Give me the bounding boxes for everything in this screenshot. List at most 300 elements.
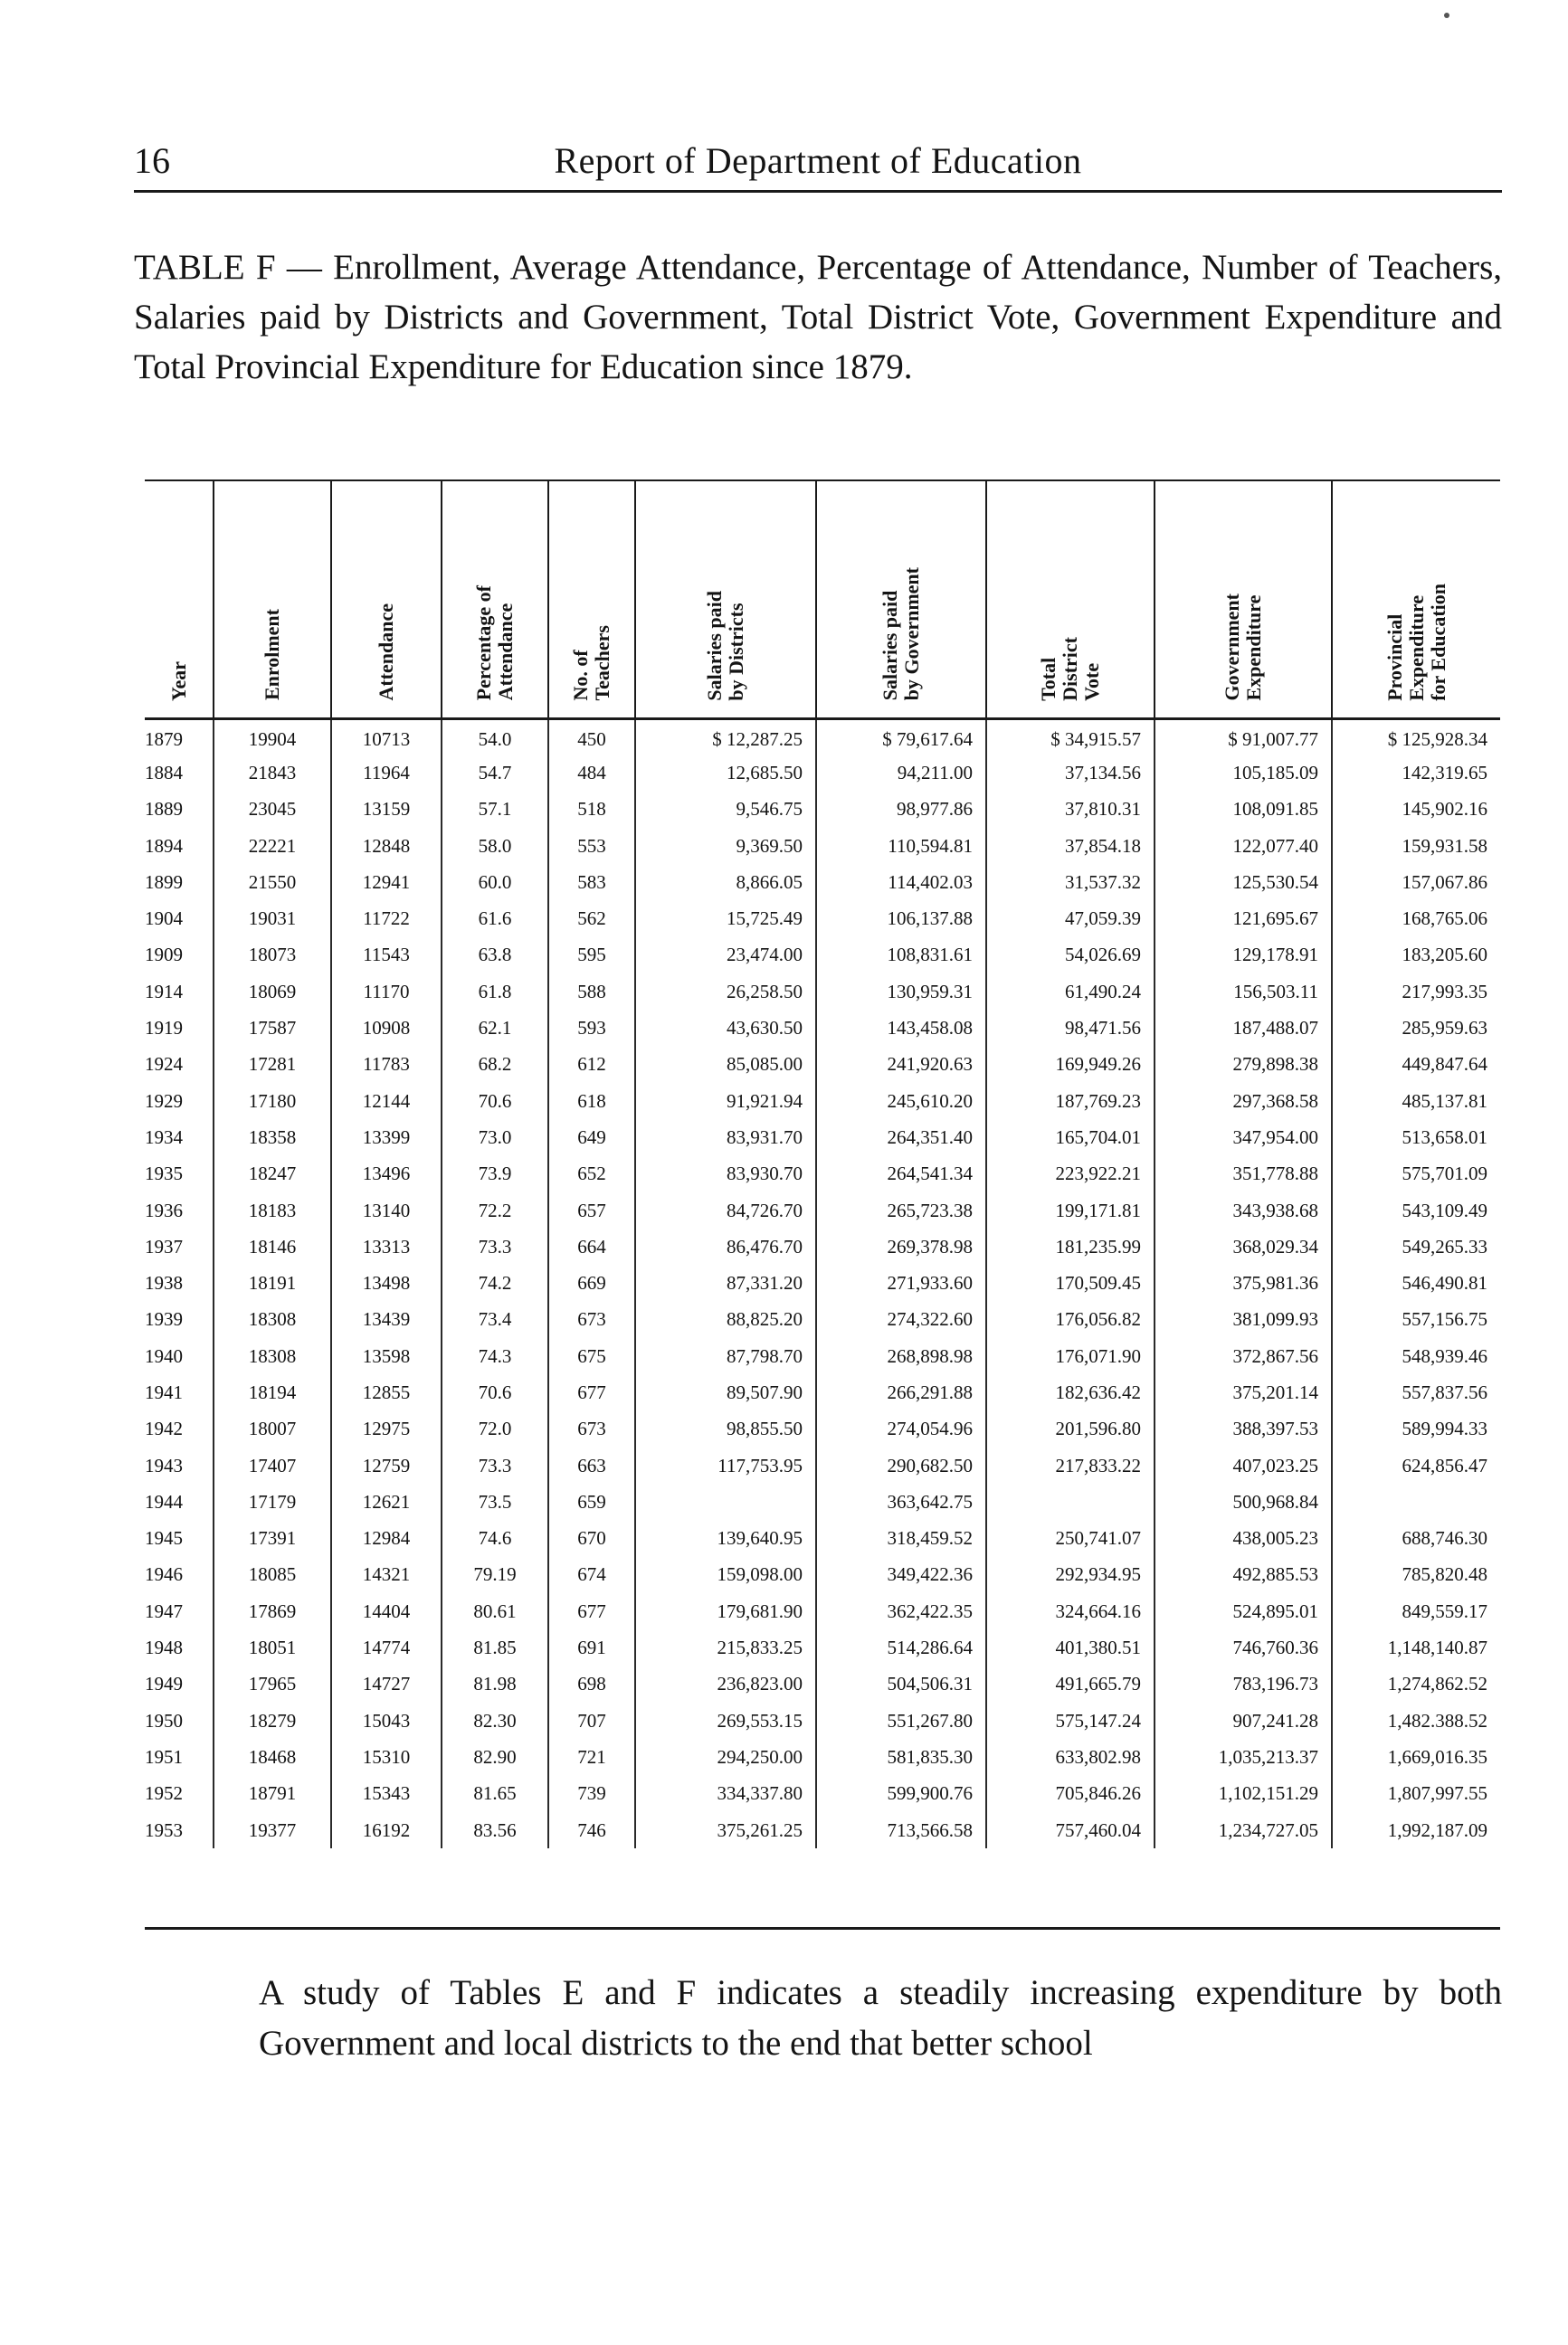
header-row: [145, 480, 1500, 718]
table-cell: 82.90: [442, 1739, 548, 1775]
table-cell: 1,482.388.52: [1332, 1703, 1500, 1739]
table-cell: 54,026.69: [986, 937, 1155, 973]
table-cell: $ 12,287.25: [635, 718, 816, 755]
table-cell: 18069: [214, 973, 331, 1010]
table-cell: 187,488.07: [1155, 1010, 1332, 1046]
year-cell: 1949: [145, 1673, 183, 1695]
table-cell: 285,959.63: [1332, 1010, 1500, 1046]
table-cell: 589,994.33: [1332, 1411, 1500, 1448]
column-header-label: Percentage of Attendance: [472, 585, 517, 701]
table-cell: 705,846.26: [986, 1776, 1155, 1812]
table-cell: 19377: [214, 1812, 331, 1848]
year-cell: 1936: [145, 1199, 183, 1221]
column-header: [548, 480, 635, 718]
table-cell: 269,553.15: [635, 1703, 816, 1739]
table-cell: 363,642.75: [816, 1484, 986, 1520]
table-cell: 18051: [214, 1629, 331, 1666]
table-cell: 757,460.04: [986, 1812, 1155, 1848]
table-cell: 664: [548, 1229, 635, 1265]
year-cell: 1940: [145, 1344, 183, 1367]
table-cell: 707: [548, 1703, 635, 1739]
column-header: [816, 480, 986, 718]
table-cell: 12984: [331, 1521, 442, 1557]
table-cell: 159,931.58: [1332, 828, 1500, 864]
table-cell: 294,250.00: [635, 1739, 816, 1775]
table-cell: 297,368.58: [1155, 1083, 1332, 1119]
table-cell: 18194: [214, 1374, 331, 1410]
table-cell: 663: [548, 1448, 635, 1484]
table-cell: 484: [548, 755, 635, 791]
table-cell: 349,422.36: [816, 1557, 986, 1593]
table-cell: 86,476.70: [635, 1229, 816, 1265]
table-cell: 649: [548, 1119, 635, 1155]
table-cell: 72.2: [442, 1192, 548, 1229]
table-cell: 169,949.26: [986, 1047, 1155, 1083]
table-cell: 81.85: [442, 1629, 548, 1666]
table-cell: 82.30: [442, 1703, 548, 1739]
table-cell: 18183: [214, 1192, 331, 1229]
year-cell: 1914: [145, 980, 183, 1002]
table-cell: 17180: [214, 1083, 331, 1119]
column-header-wrap: [636, 493, 815, 701]
table-cell: 18358: [214, 1119, 331, 1155]
table-cell: 83,931.70: [635, 1119, 816, 1155]
table-cell: 217,993.35: [1332, 973, 1500, 1010]
table-cell: 17965: [214, 1666, 331, 1703]
table-cell: 500,968.84: [1155, 1484, 1332, 1520]
table-cell: 334,337.80: [635, 1776, 816, 1812]
table-cell: 117,753.95: [635, 1448, 816, 1484]
table-cell: 170,509.45: [986, 1265, 1155, 1301]
table-cell: 87,798.70: [635, 1338, 816, 1374]
column-header-wrap: [1155, 493, 1331, 701]
table-cell: 83,930.70: [635, 1156, 816, 1192]
table-cell: 553: [548, 828, 635, 864]
year-cell: 1952: [145, 1782, 183, 1805]
table-cell: 18191: [214, 1265, 331, 1301]
column-header-wrap: [145, 493, 213, 701]
table-cell: 18073: [214, 937, 331, 973]
table-cell: 14727: [331, 1666, 442, 1703]
table-cell: 236,823.00: [635, 1666, 816, 1703]
table-cell: 739: [548, 1776, 635, 1812]
table-cell: 13439: [331, 1302, 442, 1338]
table-cell: 268,898.98: [816, 1338, 986, 1374]
year-cell: 1894: [145, 834, 183, 857]
table-cell: 674: [548, 1557, 635, 1593]
table-cell: 581,835.30: [816, 1739, 986, 1775]
table-cell: 94,211.00: [816, 755, 986, 791]
table-row: [145, 1047, 1500, 1083]
table-cell: 18308: [214, 1302, 331, 1338]
table-cell: 504,506.31: [816, 1666, 986, 1703]
table-cell: $ 34,915.57: [986, 718, 1155, 755]
table-cell: 543,109.49: [1332, 1192, 1500, 1229]
table-cell: 18007: [214, 1411, 331, 1448]
column-header-label: No. of Teachers: [569, 624, 613, 701]
year-cell: 1935: [145, 1163, 183, 1185]
table-cell: 54.0: [442, 718, 548, 755]
table-cell: 54.7: [442, 755, 548, 791]
column-header-label: Salaries paid by Districts: [703, 590, 747, 701]
table-cell: 17407: [214, 1448, 331, 1484]
table-cell: 37,810.31: [986, 792, 1155, 828]
table-cell: 401,380.51: [986, 1629, 1155, 1666]
table-cell: 688,746.30: [1332, 1521, 1500, 1557]
table-row: [145, 973, 1500, 1010]
table-cell: 1,807,997.55: [1332, 1776, 1500, 1812]
table-row: [145, 864, 1500, 900]
year-cell: 1904: [145, 907, 183, 930]
table-cell: 292,934.95: [986, 1557, 1155, 1593]
table-cell: 13140: [331, 1192, 442, 1229]
table-cell: 73.5: [442, 1484, 548, 1520]
table-cell: 13159: [331, 792, 442, 828]
table-cell: 125,530.54: [1155, 864, 1332, 900]
table-cell: 11783: [331, 1047, 442, 1083]
table-cell: 11722: [331, 900, 442, 936]
table-cell: 491,665.79: [986, 1666, 1155, 1703]
table-cell: 290,682.50: [816, 1448, 986, 1484]
table-cell: 691: [548, 1629, 635, 1666]
table-cell: 557,837.56: [1332, 1374, 1500, 1410]
table-cell: 11543: [331, 937, 442, 973]
table-cell: 546,490.81: [1332, 1265, 1500, 1301]
table-cell: 176,071.90: [986, 1338, 1155, 1374]
year-cell: 1924: [145, 1053, 183, 1076]
table-cell: 16192: [331, 1812, 442, 1848]
table-cell: 8,866.05: [635, 864, 816, 900]
year-cell: 1953: [145, 1818, 183, 1841]
table-cell: 351,778.88: [1155, 1156, 1332, 1192]
table-cell: 19904: [214, 718, 331, 755]
table-cell: 18791: [214, 1776, 331, 1812]
column-header: [442, 480, 548, 718]
table-cell: 70.6: [442, 1374, 548, 1410]
table-row: [145, 1666, 1500, 1703]
table-cell: 551,267.80: [816, 1703, 986, 1739]
table-cell: 79.19: [442, 1557, 548, 1593]
table-cell: 181,235.99: [986, 1229, 1155, 1265]
table-cell: 677: [548, 1374, 635, 1410]
year-cell: 1948: [145, 1637, 183, 1659]
year-cell: 1941: [145, 1381, 183, 1403]
table-cell: 81.65: [442, 1776, 548, 1812]
table-cell: 593: [548, 1010, 635, 1046]
table-row: [145, 1192, 1500, 1229]
column-header-label: Enrolment: [261, 609, 283, 701]
table-cell: [635, 1484, 816, 1520]
table-cell: 110,594.81: [816, 828, 986, 864]
page-header: [134, 136, 1502, 193]
table-cell: 43,630.50: [635, 1010, 816, 1046]
table-cell: 783,196.73: [1155, 1666, 1332, 1703]
table-cell: 139,640.95: [635, 1521, 816, 1557]
table-cell: 61.6: [442, 900, 548, 936]
table-cell: 81.98: [442, 1666, 548, 1703]
table-cell: 58.0: [442, 828, 548, 864]
table-cell: 13313: [331, 1229, 442, 1265]
table-cell: 15043: [331, 1703, 442, 1739]
table-cell: 11170: [331, 973, 442, 1010]
table-cell: 381,099.93: [1155, 1302, 1332, 1338]
table-cell: 98,977.86: [816, 792, 986, 828]
table-cell: 145,902.16: [1332, 792, 1500, 828]
table-cell: 19031: [214, 900, 331, 936]
table-cell: 223,922.21: [986, 1156, 1155, 1192]
year-cell: 1942: [145, 1418, 183, 1440]
table-cell: 618: [548, 1083, 635, 1119]
table-row: [145, 1629, 1500, 1666]
table-cell: 68.2: [442, 1047, 548, 1083]
table-cell: 514,286.64: [816, 1629, 986, 1666]
table-cell: 122,077.40: [1155, 828, 1332, 864]
table-row: [145, 1302, 1500, 1338]
table-cell: 907,241.28: [1155, 1703, 1332, 1739]
year-cell: 1937: [145, 1235, 183, 1258]
table-cell: 85,085.00: [635, 1047, 816, 1083]
table-cell: 746,760.36: [1155, 1629, 1332, 1666]
table-cell: 265,723.38: [816, 1192, 986, 1229]
table-cell: 250,741.07: [986, 1521, 1155, 1557]
column-header: [635, 480, 816, 718]
table-cell: 179,681.90: [635, 1593, 816, 1629]
year-cell: 1909: [145, 944, 183, 966]
column-header: [986, 480, 1155, 718]
table-cell: 159,098.00: [635, 1557, 816, 1593]
table-cell: 673: [548, 1411, 635, 1448]
table-cell: 187,769.23: [986, 1083, 1155, 1119]
year-cell: 1899: [145, 870, 183, 893]
table-cell: 12855: [331, 1374, 442, 1410]
table-cell: 217,833.22: [986, 1448, 1155, 1484]
table-cell: 513,658.01: [1332, 1119, 1500, 1155]
table-cell: 343,938.68: [1155, 1192, 1332, 1229]
table-cell: 156,503.11: [1155, 973, 1332, 1010]
column-header-label: Provincial Expenditure for Education: [1383, 583, 1449, 701]
table-cell: 583: [548, 864, 635, 900]
table-cell: 557,156.75: [1332, 1302, 1500, 1338]
table-cell: 12848: [331, 828, 442, 864]
year-cell: 1884: [145, 761, 183, 783]
table-cell: 142,319.65: [1332, 755, 1500, 791]
table-row: [145, 1229, 1500, 1265]
table-cell: 37,854.18: [986, 828, 1155, 864]
table-cell: 15310: [331, 1739, 442, 1775]
table-cell: 13598: [331, 1338, 442, 1374]
year-cell: 1929: [145, 1089, 183, 1112]
year-cell: 1889: [145, 798, 183, 821]
table-cell: 372,867.56: [1155, 1338, 1332, 1374]
table-cell: 264,541.34: [816, 1156, 986, 1192]
table-cell: 14321: [331, 1557, 442, 1593]
table-row: [145, 1374, 1500, 1410]
table-cell: 13496: [331, 1156, 442, 1192]
table-cell: 17391: [214, 1521, 331, 1557]
table-cell: 108,831.61: [816, 937, 986, 973]
table-cell: 518: [548, 792, 635, 828]
table-row: [145, 1010, 1500, 1046]
table-cell: [1332, 1484, 1500, 1520]
table-body: [145, 718, 1500, 1848]
table-cell: $ 91,007.77: [1155, 718, 1332, 755]
body-paragraph: A study of Tables E and F indicates a steadily increasing expenditure by both Government and local districts to the end that better school: [259, 1973, 1502, 2063]
table-cell: 721: [548, 1739, 635, 1775]
table-cell: 182,636.42: [986, 1374, 1155, 1410]
running-title: Report of Department of Education: [554, 140, 1082, 181]
table-cell: 677: [548, 1593, 635, 1629]
table-row: [145, 1739, 1500, 1775]
table-cell: 241,920.63: [816, 1047, 986, 1083]
column-header-label: Year: [166, 660, 190, 701]
table-cell: 199,171.81: [986, 1192, 1155, 1229]
column-header-wrap: [987, 493, 1154, 701]
column-header-wrap: [549, 493, 634, 701]
table-cell: 143,458.08: [816, 1010, 986, 1046]
table-cell: 657: [548, 1192, 635, 1229]
table-cell: 375,201.14: [1155, 1374, 1332, 1410]
table-cell: 130,959.31: [816, 973, 986, 1010]
table-cell: 22221: [214, 828, 331, 864]
table-row: [145, 718, 1500, 755]
table-cell: 74.2: [442, 1265, 548, 1301]
table-cell: 669: [548, 1265, 635, 1301]
table-cell: 1,148,140.87: [1332, 1629, 1500, 1666]
table-cell: 105,185.09: [1155, 755, 1332, 791]
table-cell: 362,422.35: [816, 1593, 986, 1629]
table-cell: 548,939.46: [1332, 1338, 1500, 1374]
table-cell: 492,885.53: [1155, 1557, 1332, 1593]
table-cell: 673: [548, 1302, 635, 1338]
table-cell: 449,847.64: [1332, 1047, 1500, 1083]
table-cell: 245,610.20: [816, 1083, 986, 1119]
table-cell: 659: [548, 1484, 635, 1520]
table-cell: 698: [548, 1666, 635, 1703]
table-row: [145, 1521, 1500, 1557]
table-cell: 106,137.88: [816, 900, 986, 936]
table-cell: 279,898.38: [1155, 1047, 1332, 1083]
scan-speck: [1444, 13, 1449, 18]
column-header-label: Government Expenditure: [1221, 593, 1265, 701]
table-cell: 98,471.56: [986, 1010, 1155, 1046]
column-header: [214, 480, 331, 718]
table-cell: 108,091.85: [1155, 792, 1332, 828]
table-cell: 26,258.50: [635, 973, 816, 1010]
table-cell: 98,855.50: [635, 1411, 816, 1448]
table-cell: 14774: [331, 1629, 442, 1666]
table-cell: 264,351.40: [816, 1119, 986, 1155]
table-row: [145, 1484, 1500, 1520]
table-cell: 74.6: [442, 1521, 548, 1557]
table-row: [145, 1156, 1500, 1192]
table-cell: 274,322.60: [816, 1302, 986, 1338]
year-cell: 1919: [145, 1017, 183, 1040]
table-cell: 18279: [214, 1703, 331, 1739]
table-cell: 9,546.75: [635, 792, 816, 828]
column-header-label: Salaries paid by Government: [879, 567, 923, 701]
table-cell: 347,954.00: [1155, 1119, 1332, 1155]
table-row: [145, 1557, 1500, 1593]
table-cell: 575,701.09: [1332, 1156, 1500, 1192]
table-cell: 129,178.91: [1155, 937, 1332, 973]
table-cell: 18085: [214, 1557, 331, 1593]
table-label: TABLE F: [134, 248, 276, 287]
table-cell: 12941: [331, 864, 442, 900]
table-cell: 375,981.36: [1155, 1265, 1332, 1301]
table-cell: 12621: [331, 1484, 442, 1520]
statistics-table-container: [145, 479, 1500, 1848]
statistics-table: [145, 479, 1500, 1848]
table-cell: 84,726.70: [635, 1192, 816, 1229]
table-cell: 23,474.00: [635, 937, 816, 973]
table-cell: 21843: [214, 755, 331, 791]
table-cell: 624,856.47: [1332, 1448, 1500, 1484]
year-cell: 1938: [145, 1272, 183, 1295]
table-cell: 15,725.49: [635, 900, 816, 936]
table-cell: 17179: [214, 1484, 331, 1520]
table-cell: $ 125,928.34: [1332, 718, 1500, 755]
table-cell: 61.8: [442, 973, 548, 1010]
page-number: 16: [134, 140, 170, 181]
table-row: [145, 1119, 1500, 1155]
table-cell: 73.3: [442, 1448, 548, 1484]
column-header-wrap: [442, 493, 547, 701]
column-header-label: Attendance: [375, 603, 397, 701]
table-row: [145, 1083, 1500, 1119]
year-cell: 1945: [145, 1527, 183, 1550]
table-cell: 612: [548, 1047, 635, 1083]
table-cell: 407,023.25: [1155, 1448, 1332, 1484]
table-cell: 450: [548, 718, 635, 755]
table-cell: 549,265.33: [1332, 1229, 1500, 1265]
table-cell: 12,685.50: [635, 755, 816, 791]
year-cell: 1939: [145, 1308, 183, 1331]
caption-dash: —: [286, 248, 322, 287]
table-cell: 70.6: [442, 1083, 548, 1119]
table-row: [145, 1776, 1500, 1812]
table-cell: 485,137.81: [1332, 1083, 1500, 1119]
table-cell: 57.1: [442, 792, 548, 828]
table-cell: 73.9: [442, 1156, 548, 1192]
table-cell: 12975: [331, 1411, 442, 1448]
table-row: [145, 1338, 1500, 1374]
table-cell: 168,765.06: [1332, 900, 1500, 936]
table-cell: 61,490.24: [986, 973, 1155, 1010]
table-cell: 324,664.16: [986, 1593, 1155, 1629]
table-cell: 63.8: [442, 937, 548, 973]
table-row: [145, 900, 1500, 936]
column-header: [331, 480, 442, 718]
table-cell: 157,067.86: [1332, 864, 1500, 900]
table-cell: 37,134.56: [986, 755, 1155, 791]
table-cell: 1,992,187.09: [1332, 1812, 1500, 1848]
table-cell: 1,669,016.35: [1332, 1739, 1500, 1775]
table-cell: 17869: [214, 1593, 331, 1629]
table-row: [145, 1411, 1500, 1448]
table-cell: 87,331.20: [635, 1265, 816, 1301]
table-cell: 10908: [331, 1010, 442, 1046]
table-cell: 269,378.98: [816, 1229, 986, 1265]
table-cell: 266,291.88: [816, 1374, 986, 1410]
table-cell: 73.4: [442, 1302, 548, 1338]
table-cell: 73.3: [442, 1229, 548, 1265]
table-cell: 9,369.50: [635, 828, 816, 864]
table-cell: 785,820.48: [1332, 1557, 1500, 1593]
table-cell: 13399: [331, 1119, 442, 1155]
table-cell: 18247: [214, 1156, 331, 1192]
table-cell: 165,704.01: [986, 1119, 1155, 1155]
table-cell: 713,566.58: [816, 1812, 986, 1848]
